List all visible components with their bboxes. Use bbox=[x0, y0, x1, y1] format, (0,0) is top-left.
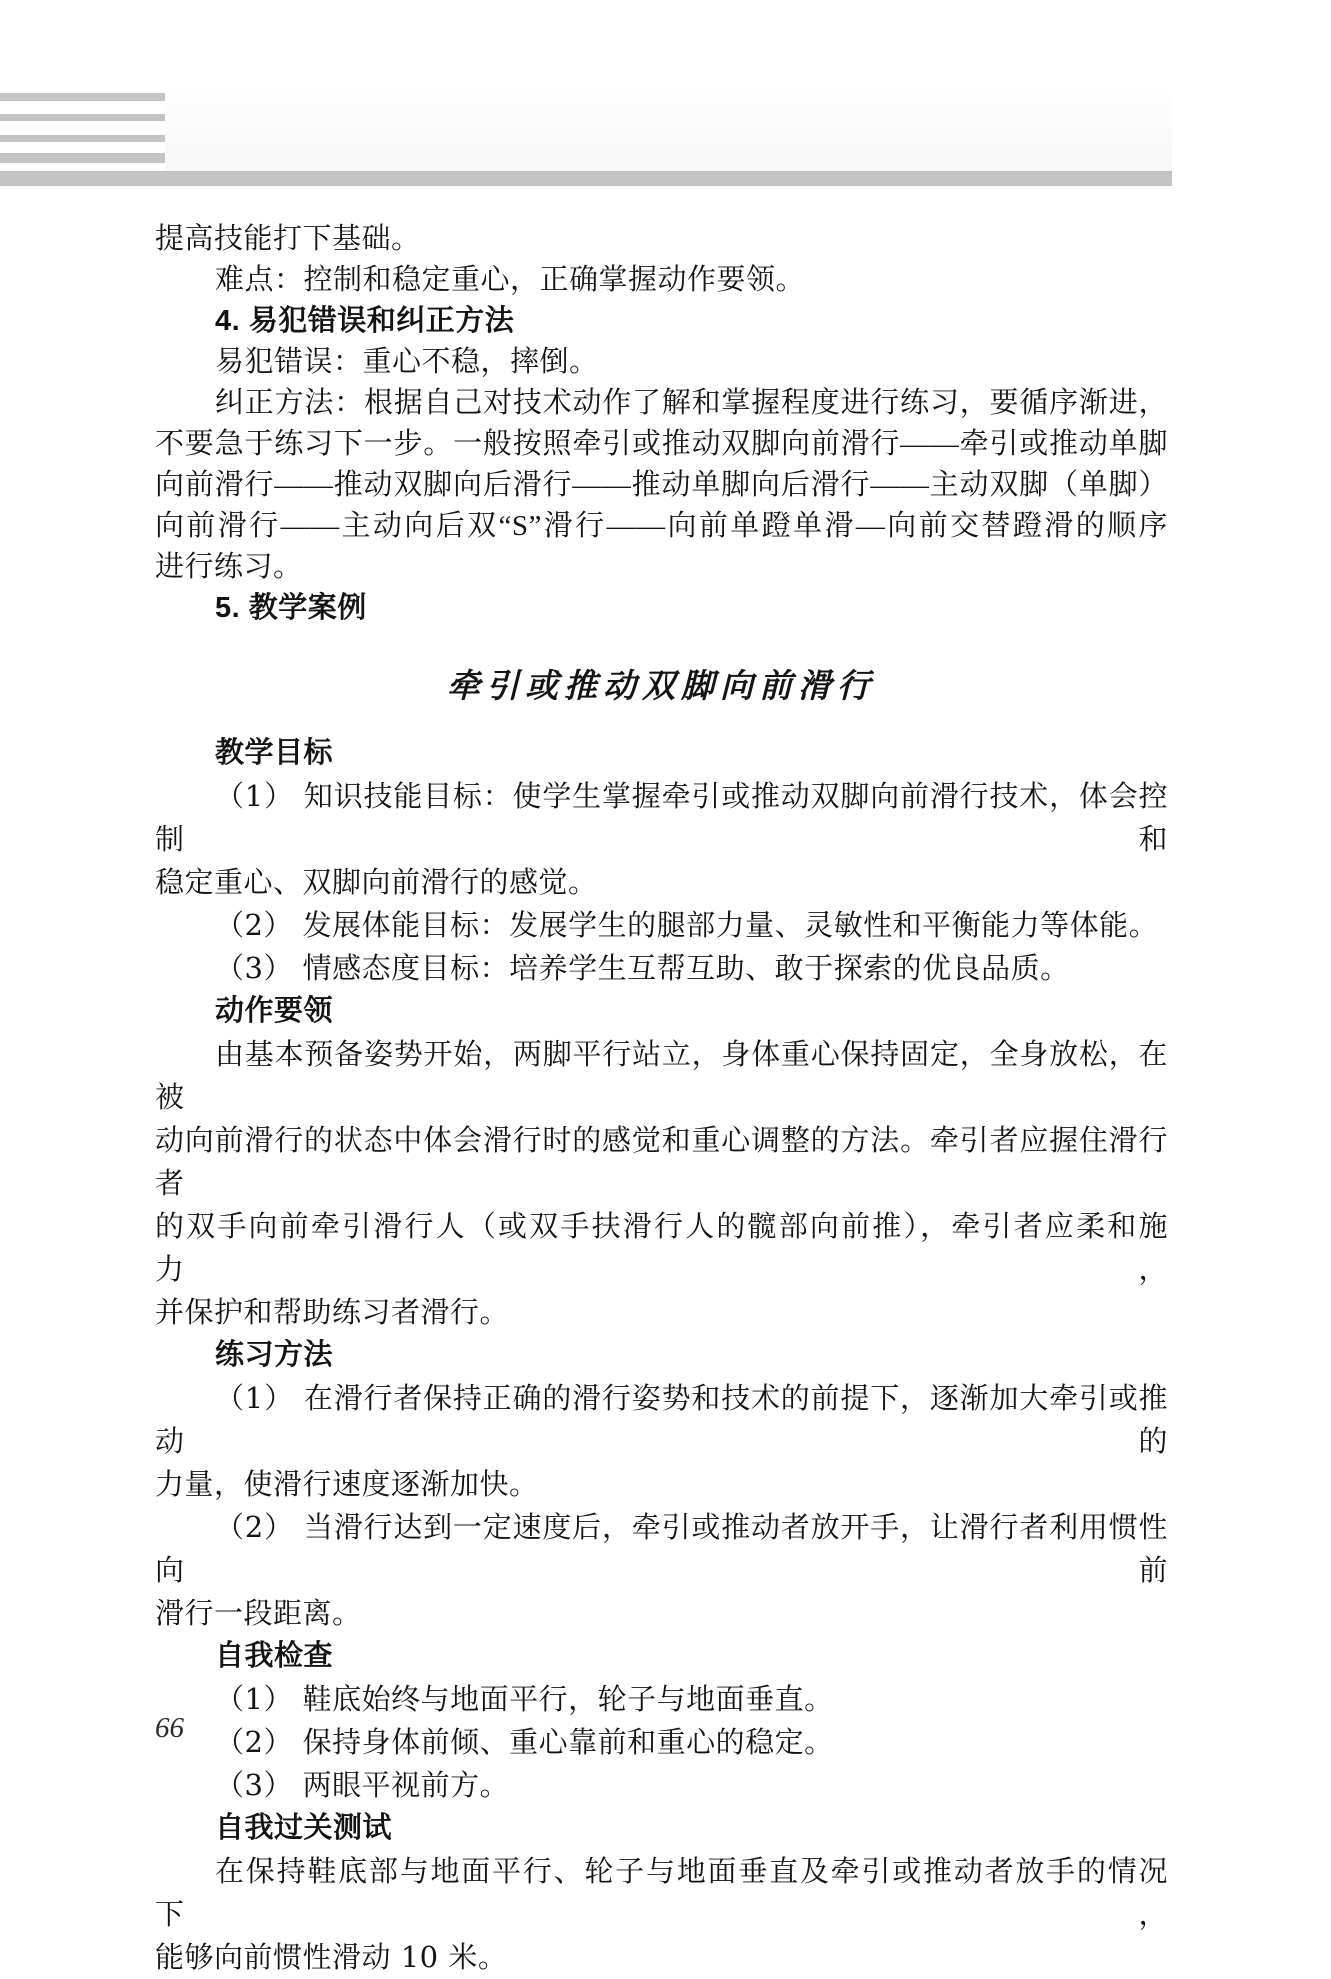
paragraph-line: 不要急于练习下一步。一般按照牵引或推动双脚向前滑行——牵引或推动单脚 bbox=[155, 428, 1168, 460]
section-teaching-case bbox=[155, 732, 1168, 1979]
paragraph-line: （1） 鞋底始终与地面平行，轮子与地面垂直。 bbox=[215, 1682, 834, 1716]
paragraph-line: （2） 当滑行达到一定速度后，牵引或推动者放开手，让滑行者利用惯性向前 bbox=[155, 1510, 1168, 1587]
paragraph-line: （3） 情感态度目标：培养学生互帮互助、敢于探索的优良品质。 bbox=[215, 951, 1070, 985]
paragraph-line: （2） 发展体能目标：发展学生的腿部力量、灵敏性和平衡能力等体能。 bbox=[215, 908, 1159, 942]
paragraph-line: 易犯错误：重心不稳，摔倒。 bbox=[215, 346, 599, 378]
section-heading: 4. 易犯错误和纠正方法 bbox=[215, 305, 515, 337]
section-heading: 自我检查 bbox=[215, 1640, 334, 1672]
paragraph-line: 由基本预备姿势开始，两脚平行站立，身体重心保持固定，全身放松，在被 bbox=[155, 1037, 1168, 1114]
paragraph-line: 难点：控制和稳定重心，正确掌握动作要领。 bbox=[215, 264, 806, 296]
section-errors-and-corrections bbox=[155, 219, 1168, 629]
page-number: 66 bbox=[155, 1712, 184, 1744]
text-column bbox=[155, 219, 1168, 1979]
section-heading: 自我过关测试 bbox=[215, 1812, 393, 1844]
section-heading: 教学目标 bbox=[215, 737, 334, 769]
header-bar bbox=[0, 153, 165, 163]
paragraph-line: （1） 在滑行者保持正确的滑行姿势和技术的前提下，逐渐加大牵引或推动的 bbox=[155, 1381, 1168, 1458]
paragraph-line: 并保护和帮助练习者滑行。 bbox=[155, 1295, 510, 1329]
header-rule bbox=[0, 171, 1172, 186]
section-heading: 练习方法 bbox=[215, 1339, 334, 1371]
paragraph-line: 提高技能打下基础。 bbox=[155, 223, 421, 255]
case-title: 牵引或推动双脚向前滑行 bbox=[447, 666, 876, 705]
paragraph-line: 向前滑行——推动双脚向后滑行——推动单脚向后滑行——主动双脚（单脚） bbox=[155, 469, 1168, 501]
paragraph-line: 稳定重心、双脚向前滑行的感觉。 bbox=[155, 865, 598, 899]
paragraph-line: （2） 保持身体前倾、重心靠前和重心的稳定。 bbox=[215, 1725, 834, 1759]
paragraph-line: 的双手向前牵引滑行人（或双手扶滑行人的髋部向前推），牵引者应柔和施力， bbox=[155, 1209, 1168, 1286]
paragraph-line: 向前滑行——主动向后双“S”滑行——向前单蹬单滑—向前交替蹬滑的顺序 bbox=[155, 510, 1168, 542]
paragraph-line: 力量，使滑行速度逐渐加快。 bbox=[155, 1467, 539, 1501]
paragraph-line: 动向前滑行的状态中体会滑行时的感觉和重心调整的方法。牵引者应握住滑行者 bbox=[155, 1123, 1168, 1200]
header-bar bbox=[0, 114, 165, 121]
header-bar bbox=[0, 93, 165, 101]
header-bar bbox=[0, 135, 165, 142]
paragraph-line: 进行练习。 bbox=[155, 551, 303, 583]
section-heading: 5. 教学案例 bbox=[215, 592, 367, 624]
paragraph-line: 纠正方法：根据自己对技术动作了解和掌握程度进行练习，要循序渐进， bbox=[215, 387, 1168, 419]
header-gradient-panel bbox=[165, 93, 1172, 171]
paragraph-line: （1） 知识技能目标：使学生掌握牵引或推动双脚向前滑行技术，体会控制和 bbox=[155, 779, 1168, 856]
paragraph-line: 在保持鞋底部与地面平行、轮子与地面垂直及牵引或推动者放手的情况下， bbox=[155, 1854, 1168, 1931]
paragraph-line: 滑行一段距离。 bbox=[155, 1596, 362, 1630]
section-heading: 动作要领 bbox=[215, 995, 334, 1027]
paragraph-line: （3） 两眼平视前方。 bbox=[215, 1768, 510, 1802]
paragraph-line: 能够向前惯性滑动 10 米。 bbox=[155, 1940, 508, 1974]
